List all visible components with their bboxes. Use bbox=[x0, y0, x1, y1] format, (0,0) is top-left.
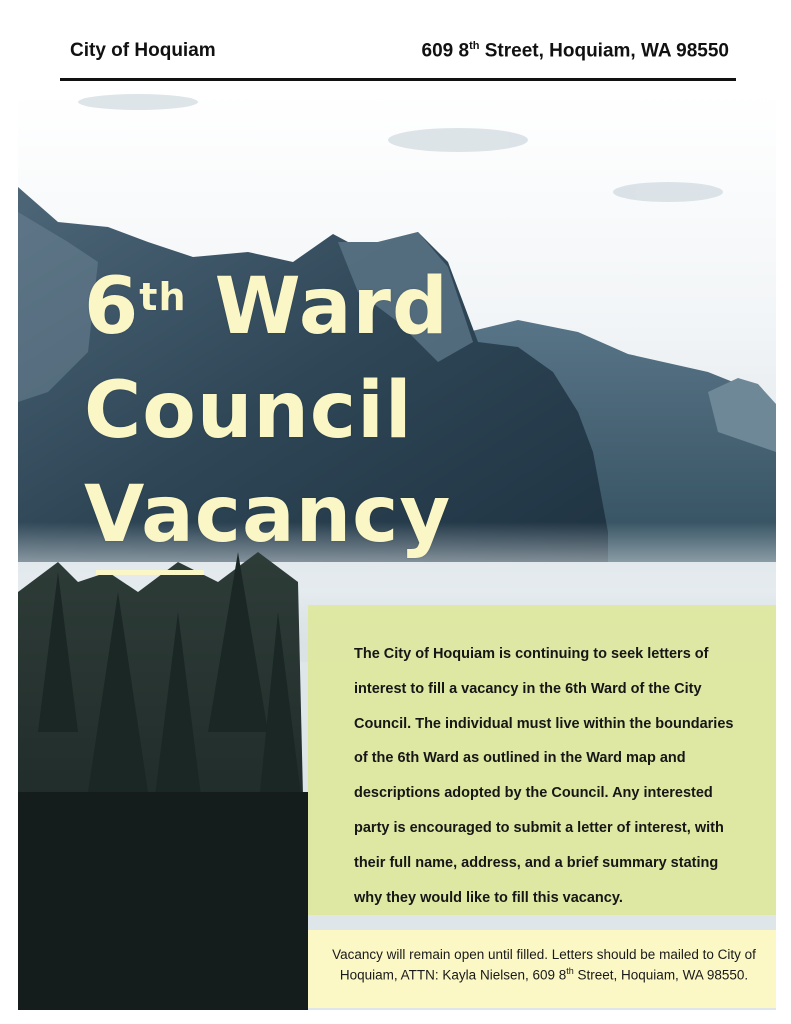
header-address bbox=[422, 40, 729, 62]
address-ordinal: th bbox=[469, 40, 480, 52]
announcement-text bbox=[354, 637, 754, 915]
mailing-notice-box bbox=[308, 930, 776, 1008]
notice-part-1: Vacancy will remain open until filled. Letters should be mailed to City of Hoquiam, ATTN: Kayla Nielsen, 609 8 bbox=[332, 947, 756, 983]
announcement-line: descriptions adopted by the Council. Any interested bbox=[354, 785, 713, 802]
organization-name: City of Hoquiam bbox=[70, 40, 216, 61]
announcement-line: their full name, address, and a brief summary stating bbox=[354, 854, 719, 871]
announcement-box bbox=[308, 605, 776, 915]
announcement-line: why they would like to fill this vacancy. bbox=[354, 889, 623, 906]
ward-ordinal: th bbox=[139, 275, 187, 319]
announcement-line: of the 6th Ward as outlined in the Ward map and bbox=[354, 750, 686, 767]
address-suffix: Street, Hoquiam, WA 98550 bbox=[479, 40, 729, 62]
announcement-line: party is encouraged to submit a letter of interest, with bbox=[354, 819, 724, 836]
mailing-notice-text bbox=[324, 946, 764, 984]
address-prefix: 609 8 bbox=[421, 40, 470, 62]
header-rule bbox=[60, 78, 736, 81]
title-line-2: Council bbox=[84, 366, 413, 456]
ward-number: 6 bbox=[84, 262, 140, 352]
page-title bbox=[84, 262, 452, 580]
title-line-1 bbox=[84, 262, 451, 372]
announcement-line: interest to fill a vacancy in the 6th Ward of the City bbox=[354, 680, 702, 697]
ward-word: Ward bbox=[186, 262, 449, 352]
notice-ordinal: th bbox=[566, 966, 574, 976]
title-underline bbox=[96, 570, 204, 575]
page-header bbox=[0, 0, 791, 90]
announcement-line: The City of Hoquiam is continuing to seek letters of bbox=[354, 646, 709, 662]
title-line-3: Vacancy bbox=[84, 470, 452, 560]
notice-part-2: Street, Hoquiam, WA 98550. bbox=[573, 967, 749, 983]
announcement-line: Council. The individual must live within the boundaries bbox=[354, 715, 734, 732]
